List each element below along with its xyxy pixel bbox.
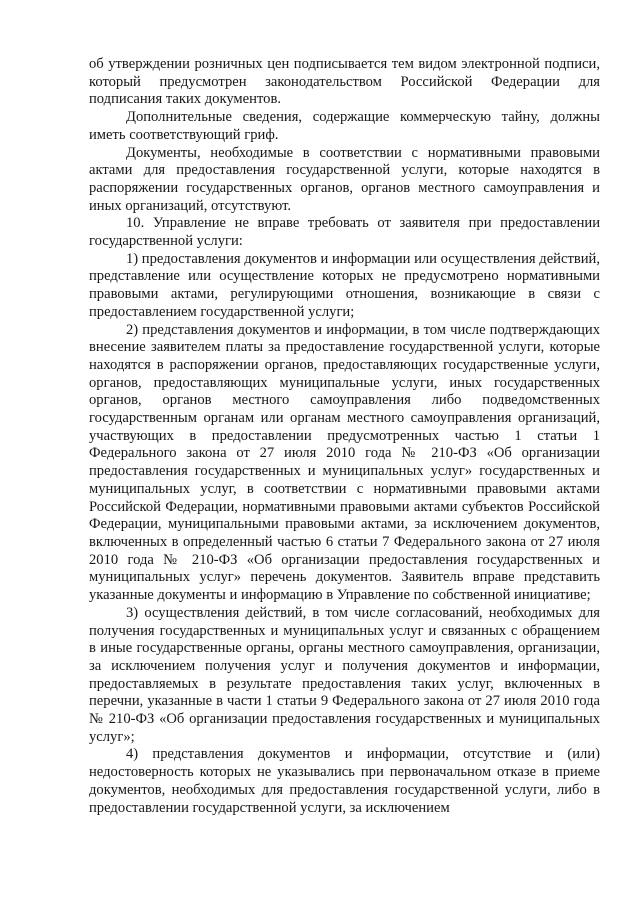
paragraph-subitem-1: 1) предоставления документов и информации или осуществления действий, представление или осуществление которых не предусмотрено нормативными правовыми актами, регулирующими отношения, возникающие в связи с предоставлением государственной услуги; bbox=[89, 250, 600, 320]
paragraph-continuation: об утверждении розничных цен подписывается тем видом электронной подписи, который предусмотрен законодательством Российской Федерации для подписания таких документов. bbox=[89, 56, 600, 108]
document-body bbox=[89, 56, 600, 817]
paragraph-item-10: 10. Управление не вправе требовать от заявителя при предоставлении государственной услуги: bbox=[89, 215, 600, 250]
paragraph-subitem-4: 4) представления документов и информации, отсутствие и (или) недостоверность которых не указывались при первоначальном отказе в приеме документов, необходимых для предоставления государственной услуги, либо в предоставлении государственной услуги, за исключением bbox=[89, 746, 600, 816]
paragraph-subitem-3: 3) осуществления действий, в том числе согласований, необходимых для получения государственных и муниципальных услуг и связанных с обращением в иные государственные органы, органы местного самоуправления, организации, за исключением получения услуг и получения документов и информации, предоставляемых в результате предоставления таких услуг, включенных в перечни, указанные в части 1 статьи 9 Федерального закона от 27 июля 2010 года № 210-ФЗ «Об организации предоставления государственных и муниципальных услуг»; bbox=[89, 604, 600, 745]
paragraph-subitem-2: 2) представления документов и информации, в том числе подтверждающих внесение заявителем платы за предоставление государственной услуги, которые находятся в распоряжении органов, предоставляющих государственные услуги, органов, предоставляющих муниципальные услуги, иных государственных органов, органов местного самоуправления либо подведомственных государственным органам или органам местного самоуправления организаций, участвующих в предоставлении предусмотренных частью 1 статьи 1 Федерального закона от 27 июля 2010 года № 210-ФЗ «Об организации предоставления государственных и муниципальных услуг» государственных и муниципальных услуг, в соответствии с нормативными правовыми актами Российской Федерации, нормативными правовыми актами субъектов Российской Федерации, муниципальными правовыми актами, за исключением документов, включенных в определенный частью 6 статьи 7 Федерального закона от 27 июля 2010 года № 210-ФЗ «Об организации предоставления государственных и муниципальных услуг» перечень документов. Заявитель вправе представить указанные документы и информацию в Управление по собственной инициативе; bbox=[89, 321, 600, 604]
paragraph-trade-secret: Дополнительные сведения, содержащие коммерческую тайну, должны иметь соответствующий гриф. bbox=[89, 109, 600, 143]
paragraph-required-documents: Документы, необходимые в соответствии с нормативными правовыми актами для предоставления государственной услуги, которые находятся в распоряжении государственных органов, органов местного самоуправления и иных организаций, отсутствуют. bbox=[89, 144, 600, 214]
